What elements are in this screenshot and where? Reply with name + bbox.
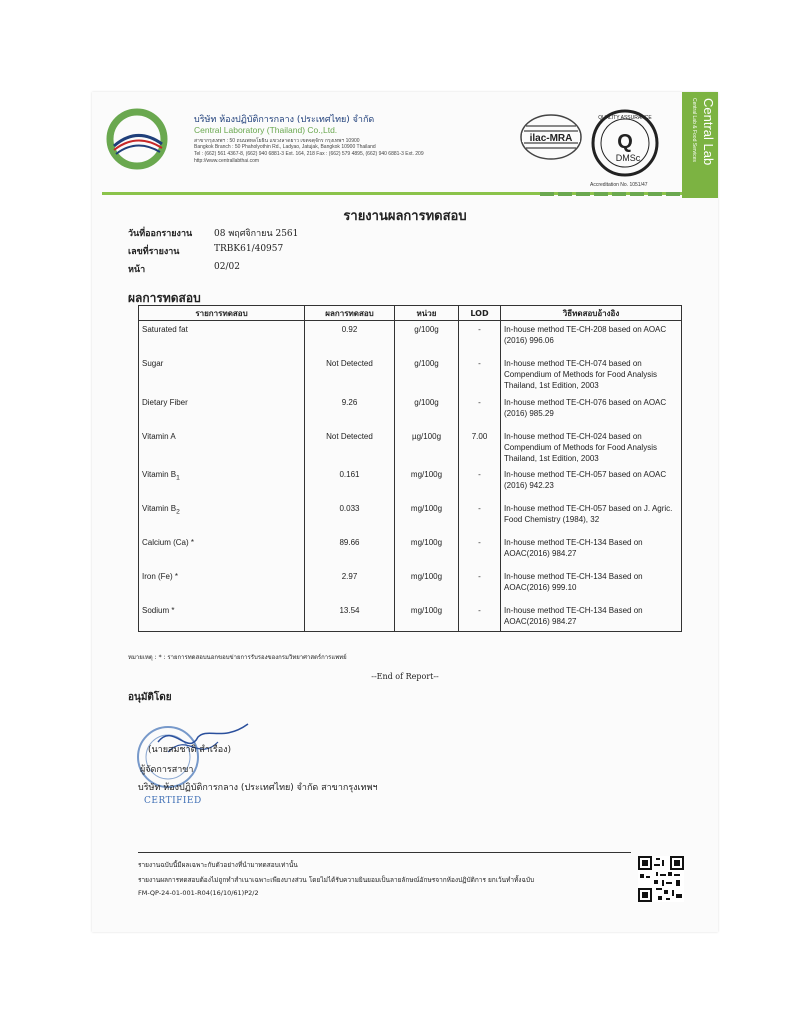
test-item: Iron (Fe) * (139, 568, 305, 602)
test-item: Vitamin $B_1$ (139, 466, 305, 500)
test-lod: - (459, 466, 501, 500)
test-method: In-house method TE-CH-057 based on AOAC (2016) 942.23 (501, 466, 682, 500)
ilac-mra-logo (516, 112, 586, 170)
brand-name: Central Lab (701, 98, 716, 166)
test-method: In-house method TE-CH-134 Based on AOAC(2016) 984.27 (501, 534, 682, 568)
brand-subtitle: Central Lab & Food Services (691, 98, 697, 162)
signer-name: (นายสมชาติ สำเรือง) (148, 745, 232, 755)
test-lod: - (459, 355, 501, 394)
note-text: * : รายการทดสอบนอกขอบข่ายการรับรองของกรมวิทยาศาสตร์การแพทย์ (158, 654, 347, 661)
accreditation-number: Accreditation No. 1051/47 (590, 182, 648, 188)
signer-position: ผู้จัดการสาขา (140, 765, 194, 775)
test-result: 2.97 (305, 568, 395, 602)
table-note (128, 652, 347, 662)
table-row (139, 321, 682, 355)
seal-top-text: QUALITY ASSURANCE (598, 115, 652, 121)
report-number-label: เลขที่รายงาน (128, 247, 180, 257)
table-row (139, 534, 682, 568)
test-lod: 7.00 (459, 428, 501, 466)
seal-letter: Q (617, 131, 633, 153)
address-line: Tel : (662) 561 4367-8, (662) 940 6881-3 Ext. 164, 218 Fax : (662) 579 4895, (662) 940 6881-3 Ext. 209 (194, 151, 424, 157)
report-number-value: TRBK61/40957 (214, 244, 284, 254)
test-item: Calcium (Ca) * (139, 534, 305, 568)
page-value: 02/02 (214, 262, 240, 272)
form-code: FM-QP-24-01-001-R04(16/10/61)P2/2 (138, 889, 259, 897)
company-name-thai: บริษัท ห้องปฏิบัติการกลาง (ประเทศไทย) จำกัด (194, 115, 375, 125)
header-unit: หน่วย (395, 306, 459, 321)
test-result: Not Detected (305, 428, 395, 466)
table-row (139, 394, 682, 428)
test-result: 13.54 (305, 602, 395, 632)
test-item: Vitamin A (139, 428, 305, 466)
header-dashes (540, 192, 680, 196)
brand-side-text (685, 98, 715, 194)
address-line: สาขากรุงเทพฯ : 50 ถนนพหลโยธิน แขวงลาดยาว เขตจตุจักร กรุงเทพฯ 10900 (194, 138, 360, 144)
test-unit: mg/100g (395, 602, 459, 632)
company-logo (104, 106, 170, 172)
table-row (139, 568, 682, 602)
certified-mark: CERTIFIED (144, 796, 202, 806)
report-date-label: วันที่ออกรายงาน (128, 229, 193, 239)
signer-branch: บริษัท ห้องปฏิบัติการกลาง (ประเทศไทย) จำกัด สาขากรุงเทพฯ (138, 783, 378, 793)
test-method: In-house method TE-CH-024 based on Compendium of Methods for Food Analysis Thailand, 1st Edition, 2003 (501, 428, 682, 466)
test-lod: - (459, 602, 501, 632)
header-method: วิธีทดสอบอ้างอิง (501, 306, 682, 321)
test-result: 0.033 (305, 500, 395, 534)
test-item: Dietary Fiber (139, 394, 305, 428)
test-result: 0.161 (305, 466, 395, 500)
end-of-report: --End of Report-- (371, 672, 439, 681)
header-test-item: รายการทดสอบ (139, 306, 305, 321)
test-lod: - (459, 500, 501, 534)
address-line: Bangkok Branch : 50 Phaholyothin Rd., Ladyao, Jatujak, Bangkok 10900 Thailand (194, 144, 376, 150)
test-lod: - (459, 394, 501, 428)
test-result: 89.66 (305, 534, 395, 568)
results-table (138, 305, 682, 632)
test-unit: mg/100g (395, 568, 459, 602)
website-link: http://www.centrallabthai.com (194, 158, 260, 164)
table-header-row (139, 306, 682, 321)
table-row (139, 428, 682, 466)
test-item: Sugar (139, 355, 305, 394)
table-row (139, 602, 682, 632)
report-date-value: 08 พฤศจิกายน 2561 (214, 229, 299, 239)
test-method: In-house method TE-CH-074 based on Compendium of Methods for Food Analysis Thailand, 1st Edition, 2003 (501, 355, 682, 394)
test-unit: mg/100g (395, 500, 459, 534)
test-method: In-house method TE-CH-208 based on AOAC (2016) 996.06 (501, 321, 682, 355)
footer-divider (138, 852, 631, 853)
test-item: Sodium * (139, 602, 305, 632)
seal-bottom-text: DMSc (615, 153, 641, 163)
test-method: In-house method TE-CH-076 based on AOAC (2016) 985.29 (501, 394, 682, 428)
test-lod: - (459, 568, 501, 602)
test-unit: mg/100g (395, 534, 459, 568)
test-result: 9.26 (305, 394, 395, 428)
test-result: Not Detected (305, 355, 395, 394)
test-item: Vitamin $B_2$ (139, 500, 305, 534)
table-row (139, 500, 682, 534)
test-method: In-house method TE-CH-134 Based on AOAC(2016) 984.27 (501, 602, 682, 632)
test-unit: g/100g (395, 355, 459, 394)
page-label: หน้า (128, 265, 146, 275)
header-result: ผลการทดสอบ (305, 306, 395, 321)
test-lod: - (459, 534, 501, 568)
header-lod: LOD (459, 306, 501, 321)
quality-assurance-seal (590, 108, 660, 178)
qr-code-icon (638, 856, 684, 902)
company-name-english: Central Laboratory (Thailand) Co.,Ltd. (194, 125, 338, 135)
test-unit: µg/100g (395, 428, 459, 466)
test-item: Saturated fat (139, 321, 305, 355)
test-method: In-house method TE-CH-134 Based on AOAC(2016) 999.10 (501, 568, 682, 602)
report-title: รายงานผลการทดสอบ (343, 209, 467, 224)
table-row (139, 355, 682, 394)
footer-disclaimer-1: รายงานฉบับนี้มีผลเฉพาะกับตัวอย่างที่นำมาทดสอบเท่านั้น (138, 861, 298, 869)
test-unit: mg/100g (395, 466, 459, 500)
approved-by-label: อนุมัติโดย (128, 692, 172, 703)
test-method: In-house method TE-CH-057 based on J. Agric. Food Chemistry (1984), 32 (501, 500, 682, 534)
test-result: 0.92 (305, 321, 395, 355)
test-lod: - (459, 321, 501, 355)
report-page (92, 92, 718, 932)
test-unit: g/100g (395, 394, 459, 428)
section-title: ผลการทดสอบ (128, 291, 201, 305)
ilac-label: ilac-MRA (529, 133, 573, 144)
footer-disclaimer-2: รายงานผลการทดสอบต้องไม่ถูกทำสำเนาเฉพาะเพียงบางส่วน โดยไม่ได้รับความยินยอมเป็นลายลักษณ์อักษรจากห้องปฏิบัติการ ยกเว้นทำทั้งฉบับ (138, 876, 535, 884)
test-unit: g/100g (395, 321, 459, 355)
table-row (139, 466, 682, 500)
note-label: หมายเหตุ : (128, 654, 157, 661)
